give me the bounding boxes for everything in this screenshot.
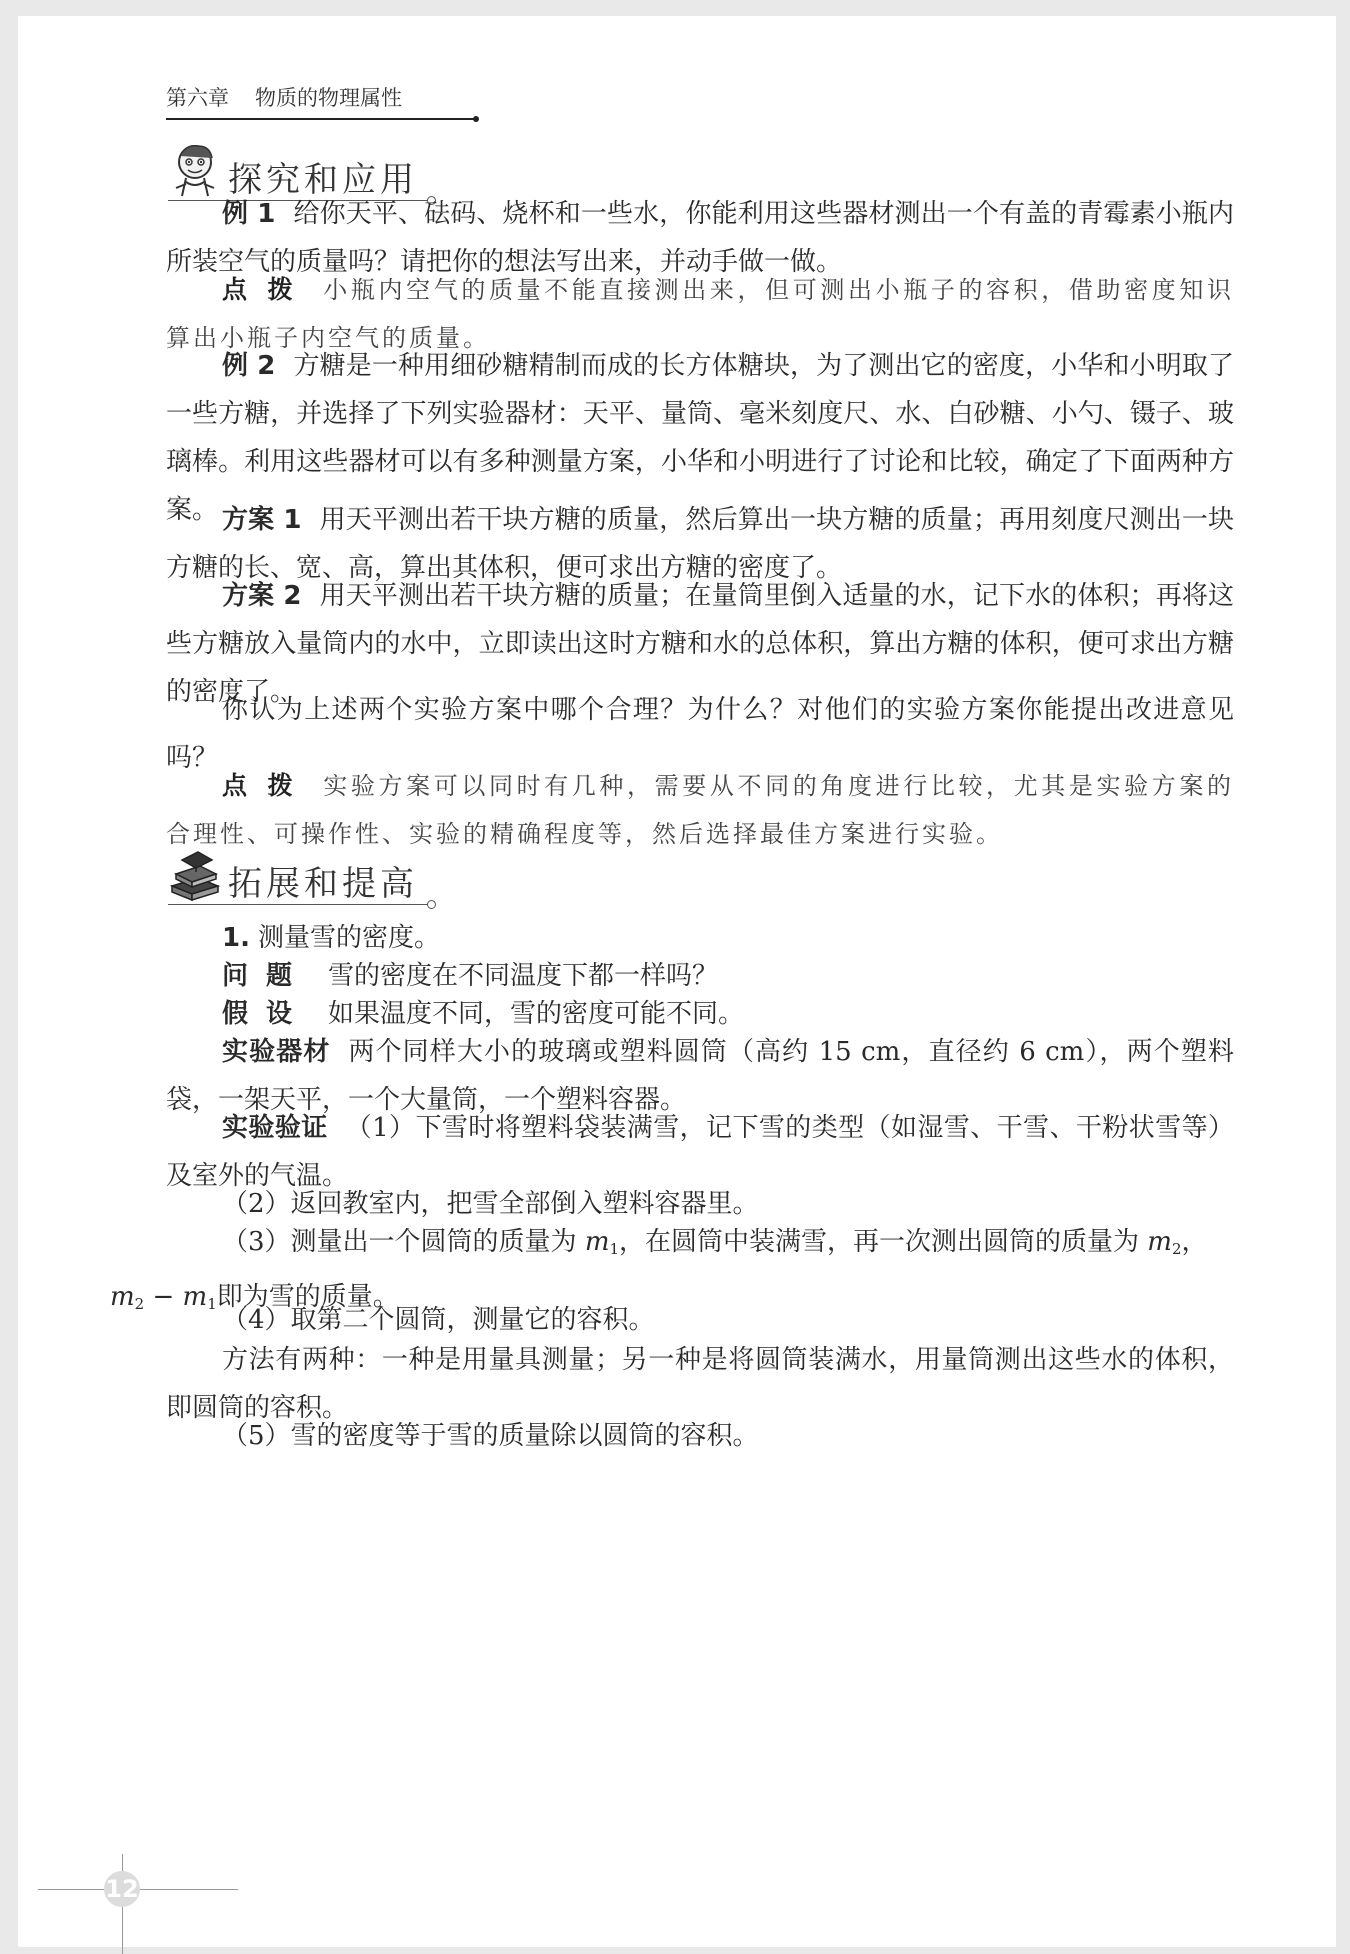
example-2-text: 方糖是一种用细砂糖精制而成的长方体糖块，为了测出它的密度，小华和小明取了一些方糖，并选择了下列实验器材：天平、量筒、毫米刻度尺、水、白砂糖、小勺、镊子、玻璃棒。利用这些器材可以有多种测量方案，小华和小明进行了讨论和比较，确定了下面两种方案。 bbox=[166, 351, 1234, 525]
step-4: （4）取第二个圆筒，测量它的容积。 bbox=[222, 1305, 655, 1335]
step-5: （5）雪的密度等于雪的质量除以圆筒的容积。 bbox=[222, 1421, 759, 1451]
method-text: 方法有两种：一种是用量具测量；另一种是将圆筒装满水，用量筒测出这些水的体积，即圆筒的容积。 bbox=[166, 1345, 1234, 1423]
verification-text: （1）下雪时将塑料袋装满雪，记下雪的类型（如湿雪、干雪、干粉状雪等）及室外的气温。 bbox=[166, 1113, 1234, 1191]
step-3: （3）测量出一个圆筒的质量为 $m_1$，在圆筒中装满雪，再一次测出圆筒的质量为 $m_2$， $m_2 - m_1$即为雪的质量。 bbox=[110, 1227, 1208, 1313]
question-text: 你认为上述两个实验方案中哪个合理？为什么？对他们的实验方案你能提出改进意见吗？ bbox=[166, 695, 1234, 773]
header-rule bbox=[166, 118, 476, 120]
plan-1-label: 方案 1 bbox=[222, 505, 302, 535]
item-1-text: 测量雪的密度。 bbox=[257, 923, 440, 953]
example-2-label: 例 2 bbox=[222, 351, 276, 381]
running-header bbox=[166, 82, 428, 112]
hypothesis-text: 如果温度不同，雪的密度可能不同。 bbox=[328, 999, 745, 1029]
hypothesis-label: 假设 bbox=[222, 999, 311, 1029]
hint-2 bbox=[166, 762, 1234, 858]
plan-2-text: 用天平测出若干块方糖的质量；在量筒里倒入适量的水，记下水的体积；再将这些方糖放入量筒内的水中，立即读出这时方糖和水的总体积，算出方糖的体积，便可求出方糖的密度了。 bbox=[166, 581, 1234, 707]
verification-label: 实验验证 bbox=[222, 1113, 328, 1143]
section-title-extend: 拓展和提高 bbox=[228, 864, 418, 904]
chapter-label: 第六章 bbox=[166, 86, 229, 110]
example-1-label: 例 1 bbox=[222, 199, 276, 229]
problem-label: 问题 bbox=[222, 961, 311, 991]
page-number: 12 bbox=[104, 1871, 140, 1907]
item-1-number: 1. bbox=[222, 923, 250, 953]
materials-label: 实验器材 bbox=[222, 1037, 331, 1067]
section-title-explore: 探究和应用 bbox=[228, 160, 418, 200]
hint-1-label: 点拨 bbox=[222, 275, 314, 304]
books-stack-icon bbox=[168, 846, 222, 906]
section-heading-extend bbox=[168, 846, 448, 912]
hint-2-label: 点拨 bbox=[222, 771, 314, 800]
chapter-title: 物质的物理属性 bbox=[255, 86, 402, 110]
page bbox=[18, 16, 1336, 1947]
plan-1-text: 用天平测出若干块方糖的质量，然后算出一块方糖的质量；再用刻度尺测出一块方糖的长、宽、高，算出其体积，便可求出方糖的密度了。 bbox=[166, 505, 1234, 583]
problem-text: 雪的密度在不同温度下都一样吗？ bbox=[328, 961, 719, 991]
materials-text: 两个同样大小的玻璃或塑料圆筒（高约 15 cm，直径约 6 cm），两个塑料袋，一架天平，一个大量筒，一个塑料容器。 bbox=[166, 1037, 1234, 1115]
hint-2-text: 实验方案可以同时有几种，需要从不同的角度进行比较，尤其是实验方案的合理性、可操作性、实验的精确程度等，然后选择最佳方案进行实验。 bbox=[166, 772, 1234, 848]
hint-1-text: 小瓶内空气的质量不能直接测出来，但可测出小瓶子的容积，借助密度知识算出小瓶子内空气的质量。 bbox=[166, 276, 1234, 352]
example-1-text: 给你天平、砝码、烧杯和一些水，你能利用这些器材测出一个有盖的青霉素小瓶内所装空气的质量吗？请把你的想法写出来，并动手做一做。 bbox=[166, 199, 1234, 277]
step-2: （2）返回教室内，把雪全部倒入塑料容器里。 bbox=[222, 1189, 759, 1219]
plan-2-label: 方案 2 bbox=[222, 581, 302, 611]
